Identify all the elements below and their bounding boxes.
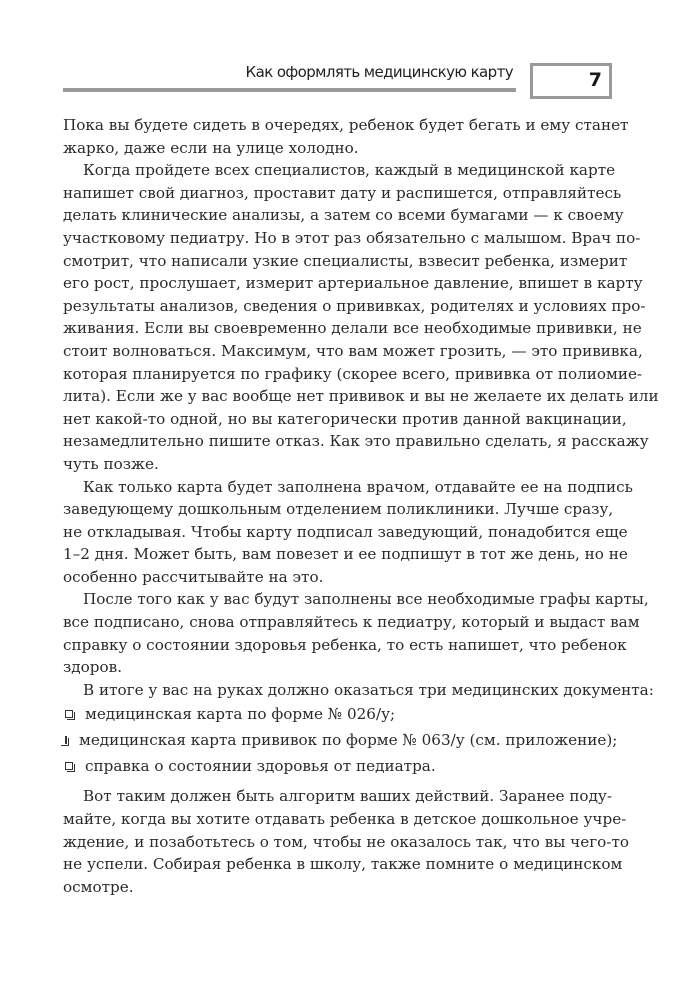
list-item xyxy=(63,727,618,753)
text-line: После того как у вас будут заполнены все необходимые графы карты, xyxy=(83,590,649,609)
checkbox-bullet-icon xyxy=(65,736,67,744)
text-line: не успели. Собирая ребенка в школу, также помните о медицинском xyxy=(63,855,623,874)
text-line: справку о состоянии здоровья ребенка, то есть напишет, что ребенок xyxy=(63,635,627,654)
text-line: все подписано, снова отправляйтесь к педиатру, который и выдаст вам xyxy=(63,613,640,632)
paragraph xyxy=(63,159,659,475)
text-line: майте, когда вы хотите отдавать ребенка в детское дошкольное учре- xyxy=(63,810,627,829)
text-line: Когда пройдете всех специалистов, каждый в медицинской карте xyxy=(83,161,616,180)
checkbox-bullet-icon xyxy=(65,762,73,770)
text-line: чуть позже. xyxy=(63,454,159,473)
text-line: Как только карта будет заполнена врачом, отдавайте ее на подпись xyxy=(83,477,633,496)
text-line: смотрит, что написали узкие специалисты, взвесит ребенка, измерит xyxy=(63,251,628,270)
text-line: напишет свой диагноз, проставит дату и распишется, отправляйтесь xyxy=(63,183,622,202)
list-item-text: медицинская карта прививок по форме № 063/у (см. приложение); xyxy=(79,731,618,750)
text-line: заведующему дошкольным отделением поликлиники. Лучше сразу, xyxy=(63,500,614,519)
text-line: лита). Если же у вас вообще нет прививок и вы не желаете их делать или xyxy=(63,387,659,406)
text-line: В итоге у вас на руках должно оказаться три медицинских документа: xyxy=(83,680,654,699)
text-line: результаты анализов, сведения о прививках, родителях и условиях про- xyxy=(63,296,646,315)
page-number: 7 xyxy=(588,69,602,91)
body-text xyxy=(63,114,659,898)
paragraph xyxy=(63,588,649,678)
text-line: особенно рассчитывайте на это. xyxy=(63,567,324,586)
running-header-title: Как оформлять медицинскую карту xyxy=(245,63,513,81)
text-line: 1–2 дня. Может быть, вам повезет и ее подпишут в тот же день, но не xyxy=(63,545,628,564)
text-line: здоров. xyxy=(63,658,123,677)
list-item xyxy=(63,753,612,779)
list-item-text: справка о состоянии здоровья от педиатра. xyxy=(85,757,436,776)
text-line: его рост, прослушает, измерит артериальное давление, впишет в карту xyxy=(63,274,643,293)
paragraph xyxy=(63,476,633,589)
list-item-text: медицинская карта по форме № 026/у; xyxy=(85,705,396,724)
text-line: стоит волноваться. Максимум, что вам может грозить, — это прививка, xyxy=(63,341,643,360)
page-number-box xyxy=(530,63,612,99)
paragraph xyxy=(63,785,629,898)
text-line: не откладывая. Чтобы карту подписал заведующий, понадобится еще xyxy=(63,522,628,541)
document-list xyxy=(63,701,618,779)
text-line: участковому педиатру. Но в этот раз обязательно с малышом. Врач по- xyxy=(63,228,641,247)
text-line: живания. Если вы своевременно делали все необходимые прививки, не xyxy=(63,319,642,338)
checkbox-bullet-icon xyxy=(65,710,73,718)
text-line: незамедлительно пишите отказ. Как это правильно сделать, я расскажу xyxy=(63,432,649,451)
header-rule xyxy=(63,88,516,92)
text-line: жарко, даже если на улице холодно. xyxy=(63,138,359,157)
text-line: Пока вы будете сидеть в очередях, ребенок будет бегать и ему станет xyxy=(63,116,629,134)
text-line: делать клинические анализы, а затем со всеми бумагами — к своему xyxy=(63,206,624,225)
text-line: ждение, и позаботьтесь о том, чтобы не оказалось так, что вы чего-то xyxy=(63,832,629,851)
paragraph xyxy=(63,679,654,702)
text-line: осмотре. xyxy=(63,877,134,896)
paragraph xyxy=(63,114,629,159)
text-line: которая планируется по графику (скорее всего, прививка от полиомие- xyxy=(63,364,643,383)
list-item xyxy=(63,701,612,727)
text-line: нет какой-то одной, но вы категорически против данной вакцинации, xyxy=(63,409,627,428)
text-line: Вот таким должен быть алгоритм ваших действий. Заранее поду- xyxy=(83,787,612,806)
